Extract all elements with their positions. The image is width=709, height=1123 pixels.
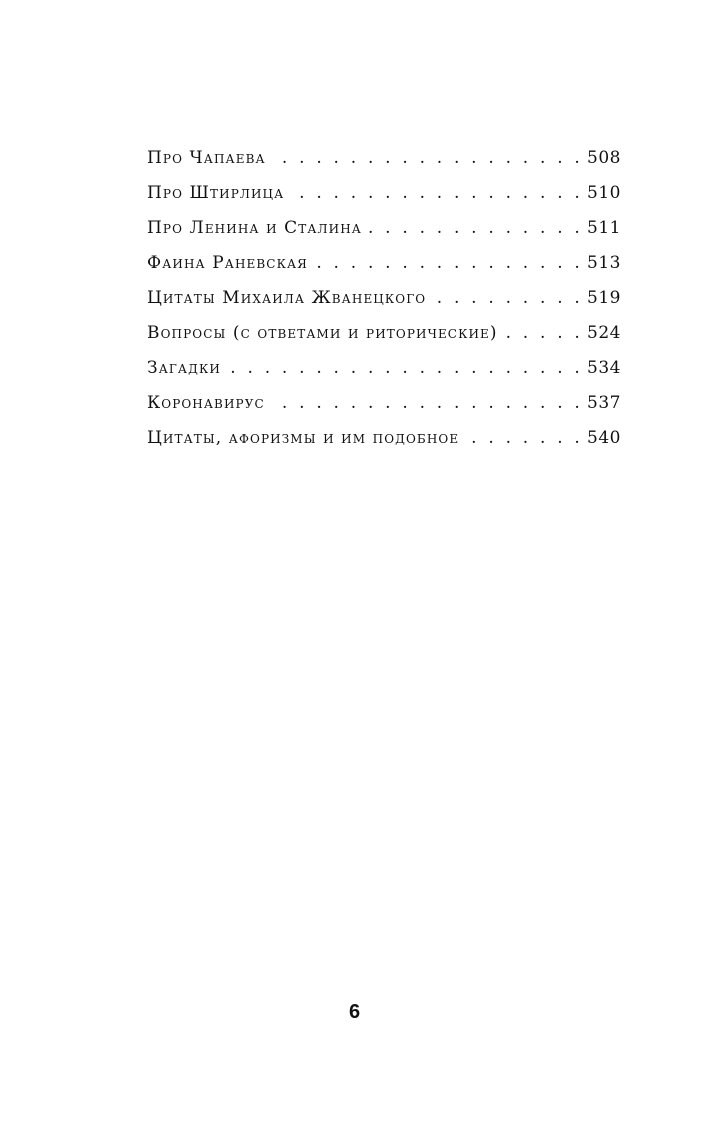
dot-leader	[314, 246, 583, 281]
toc-entry-title: Фаина Раневская	[147, 253, 308, 273]
toc-entry-title: Про Ленина и Сталина	[147, 218, 362, 238]
dot-leader	[290, 176, 583, 211]
dot-leader	[368, 211, 583, 246]
toc-entry-title: Про Чапаева	[147, 148, 266, 168]
toc-entry-page: 519	[587, 288, 621, 308]
toc-entry-zhvanetsky[interactable]	[147, 281, 621, 316]
toc-entry-questions[interactable]	[147, 316, 621, 351]
toc-entry-title: Цитаты Михаила Жванецкого	[147, 288, 427, 308]
toc-entry-title: Коронавирус	[147, 393, 265, 413]
toc-entry-page: 534	[587, 358, 621, 378]
toc-entry-page: 508	[587, 148, 621, 168]
toc-entry-riddles[interactable]	[147, 351, 621, 386]
toc-entry-page: 511	[587, 218, 621, 238]
toc-entry-page: 513	[587, 253, 621, 273]
toc-entry-page: 540	[587, 428, 621, 448]
dot-leader	[227, 351, 583, 386]
dot-leader	[432, 281, 583, 316]
toc-entry-page: 510	[587, 183, 621, 203]
toc-entry-title: Про Штирлица	[147, 183, 285, 203]
dot-leader	[271, 386, 583, 421]
toc-entry-title: Цитаты, афоризмы и им подобное	[147, 428, 460, 448]
toc-entry-title: Вопросы (с ответами и риторические)	[147, 323, 498, 343]
toc-entry-shtirlits[interactable]	[147, 176, 621, 211]
toc-entry-quotes-aphorisms[interactable]	[147, 421, 621, 456]
toc-entry-ranevskaya[interactable]	[147, 246, 621, 281]
dot-leader	[504, 316, 583, 351]
toc-entry-page: 537	[587, 393, 621, 413]
dot-leader	[465, 421, 583, 456]
toc-entry-chapaev[interactable]	[147, 141, 621, 176]
table-of-contents	[147, 141, 621, 456]
toc-entry-lenin-stalin[interactable]	[147, 211, 621, 246]
toc-entry-page: 524	[587, 323, 621, 343]
page-number: 6	[348, 1001, 361, 1023]
dot-leader	[272, 141, 583, 176]
toc-entry-coronavirus[interactable]	[147, 386, 621, 421]
toc-entry-title: Загадки	[147, 358, 221, 378]
